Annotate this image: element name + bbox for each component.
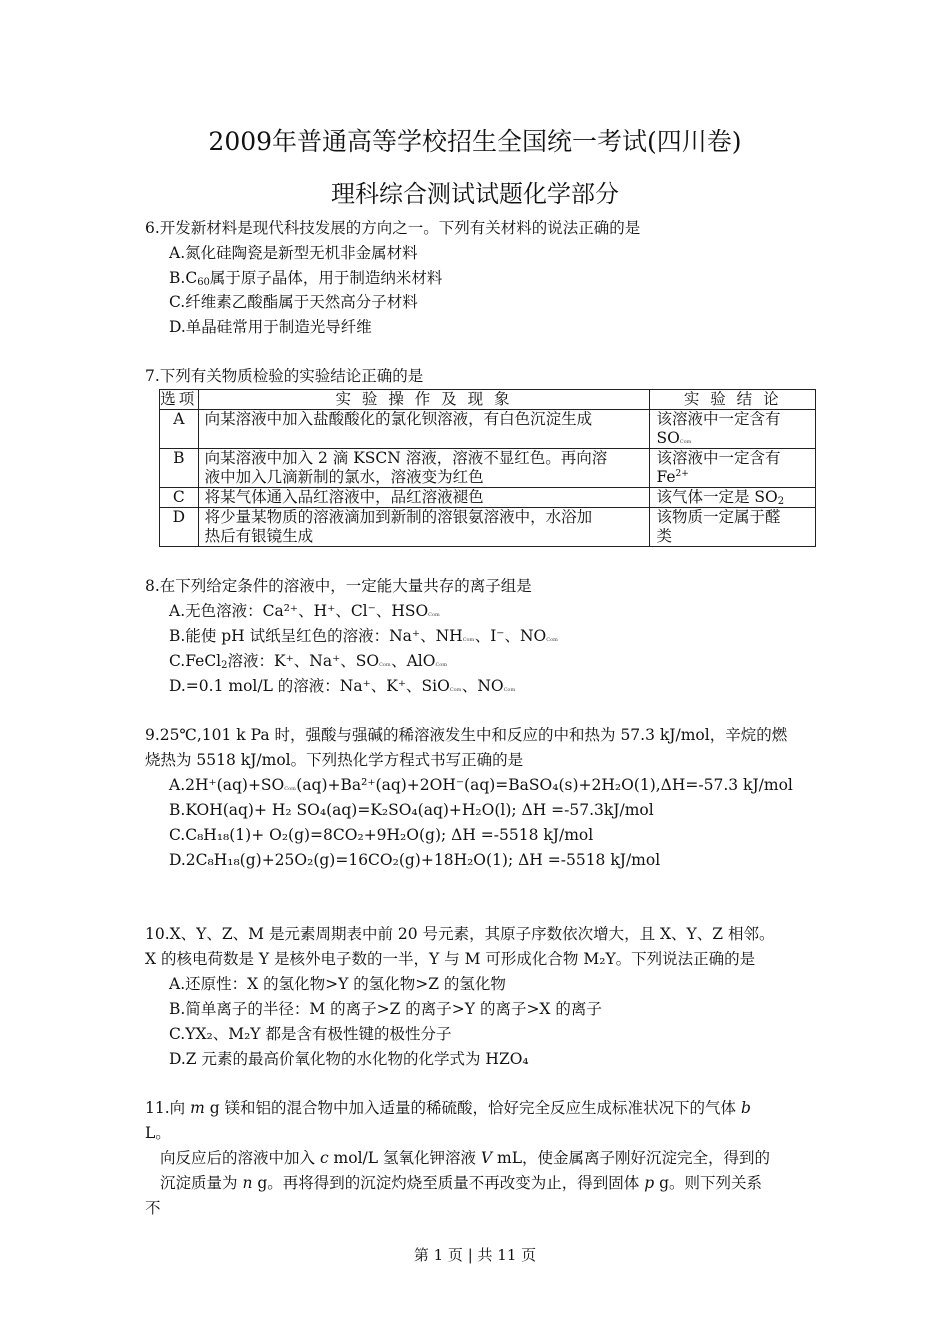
table-header-cell: 选项 (160, 390, 198, 408)
table-cell-conclusion: 该溶液中一定含有 SOCom (650, 410, 816, 449)
question-10-option-a: A.还原性：X 的氢化物>Y 的氢化物>Z 的氢化物 (169, 975, 506, 993)
question-8-option-c: C.FeCl$_2$溶液：K⁺、Na⁺、SOCom、AlOCom (169, 652, 448, 671)
table-row (160, 488, 816, 508)
question-10-stem: 10.X、Y、Z、M 是元素周期表中前 20 号元素，其原子序数依次增大，且 X、Y、Z 相邻。 (145, 925, 775, 943)
table-row (160, 449, 816, 488)
table-cell-conclusion: 该气体一定是 $SO_2$ (650, 488, 816, 508)
question-11-paragraph: 向反应后的溶液中加入 c mol/L 氢氧化钾溶液 V mL，使金属离子刚好沉淀完全，得到的 (160, 1149, 771, 1167)
table-row (160, 410, 816, 449)
question-11-stem-cont: L。 (145, 1124, 171, 1142)
page-title: 2009年普通高等学校招生全国统一考试(四川卷) (208, 127, 742, 156)
question-9-stem: 9.25℃,101 k Pa 时，强酸与强碱的稀溶液发生中和反应的中和热为 57.3 kJ/mol，辛烷的燃 (145, 726, 788, 744)
question-11-paragraph-end: 不 (145, 1199, 161, 1217)
table-header-row (160, 390, 816, 410)
question-6-option-c: C.纤维素乙酸酯属于天然高分子材料 (169, 293, 418, 311)
question-10-stem-cont: X 的核电荷数是 Y 是核外电子数的一半，Y 与 M 可形成化合物 M₂Y。下列说法正确的是 (145, 950, 756, 968)
table-cell-option: C (160, 488, 199, 508)
table-header-cell: 实 验 结 论 (650, 390, 816, 410)
question-9-option-d: D.2C₈H₁₈(g)+25O₂(g)=16CO₂(g)+18H₂O(1); ΔH =-5518 kJ/mol (169, 851, 661, 869)
question-6-option-d: D.单晶硅常用于制造光导纤维 (169, 318, 372, 336)
question-9-option-c: C.C₈H₁₈(1)+ O₂(g)=8CO₂+9H₂O(g); ΔH =-5518 kJ/mol (169, 826, 594, 844)
table-cell-operation: 将某气体通入品红溶液中，品红溶液褪色 (198, 488, 650, 508)
question-6-option-b: $B.C_{60}$属于原子晶体，用于制造纳米材料 (169, 269, 443, 288)
question-8-option-d: D.=0.1 mol/L 的溶液：Na⁺、K⁺、SiOCom、NOCom (169, 677, 516, 695)
page-subtitle: 理科综合测试试题化学部分 (331, 180, 619, 208)
table-cell-option: A (160, 410, 199, 449)
question-9-option-b: B.KOH(aq)+ H₂ SO₄(aq)=K₂SO₄(aq)+H₂O(l); ΔH =-57.3kJ/mol (169, 801, 654, 819)
question-7-stem: 7.下列有关物质检验的实验结论正确的是 (145, 367, 424, 385)
question-9-stem-cont: 烧热为 5518 kJ/mol。下列热化学方程式书写正确的是 (145, 751, 524, 769)
table-cell-option: B (160, 449, 199, 488)
question-8-option-b: B.能使 pH 试纸呈红色的溶液：Na⁺、NHCom、I⁻、NOCom (169, 627, 558, 645)
table-cell-option: D (160, 508, 199, 547)
table-cell-operation: 将少量某物质的溶液滴加到新制的溶银氨溶液中，水浴加 热后有银镜生成 (198, 508, 650, 547)
question-8-option-a: A.无色溶液：Ca²⁺、H⁺、Cl⁻、HSOCom (169, 602, 440, 620)
table-cell-operation: 向某溶液中加入盐酸酸化的氯化钡溶液，有白色沉淀生成 (198, 410, 650, 449)
table-cell-conclusion: 该物质一定属于醛 类 (650, 508, 816, 547)
table-header-cell: 实 验 操 作 及 现 象 (198, 390, 650, 410)
page-footer: 第 1 页 | 共 11 页 (413, 1246, 537, 1264)
table-cell-operation: 向某溶液中加入 2 滴 KSCN 溶液，溶液不显红色。再向溶 液中加入几滴新制的氯水，溶液变为红色 (198, 449, 650, 488)
table-cell-conclusion: 该溶液中一定含有 $Fe^{2+}$ (650, 449, 816, 488)
question-10-option-c: C.YX₂、M₂Y 都是含有极性键的极性分子 (169, 1025, 452, 1043)
question-6-stem: 6.开发新材料是现代科技发展的方向之一。下列有关材料的说法正确的是 (145, 219, 641, 237)
question-11-stem: 11.向 m g 镁和铝的混合物中加入适量的稀硫酸，恰好完全反应生成标准状况下的气体 b (145, 1099, 751, 1117)
table-row (160, 508, 816, 547)
question-10-option-d: D.Z 元素的最高价氧化物的水化物的化学式为 HZO₄ (169, 1050, 529, 1068)
question-6-option-a: A.氮化硅陶瓷是新型无机非金属材料 (169, 244, 418, 262)
question-11-paragraph-cont: 沉淀质量为 n g。再将得到的沉淀灼烧至质量不再改变为止，得到固体 p g。则下列关系 (160, 1174, 762, 1192)
question-10-option-b: B.简单离子的半径：M 的离子>Z 的离子>Y 的离子>X 的离子 (169, 1000, 602, 1018)
experiment-table (159, 389, 816, 547)
question-9-option-a: A.2H⁺(aq)+SOCom(aq)+Ba²⁺(aq)+2OH⁻(aq)=BaSO₄(s)+2H₂O(1),ΔH=-57.3 kJ/mol (169, 776, 793, 794)
question-8-stem: 8.在下列给定条件的溶液中，一定能大量共存的离子组是 (145, 577, 532, 595)
